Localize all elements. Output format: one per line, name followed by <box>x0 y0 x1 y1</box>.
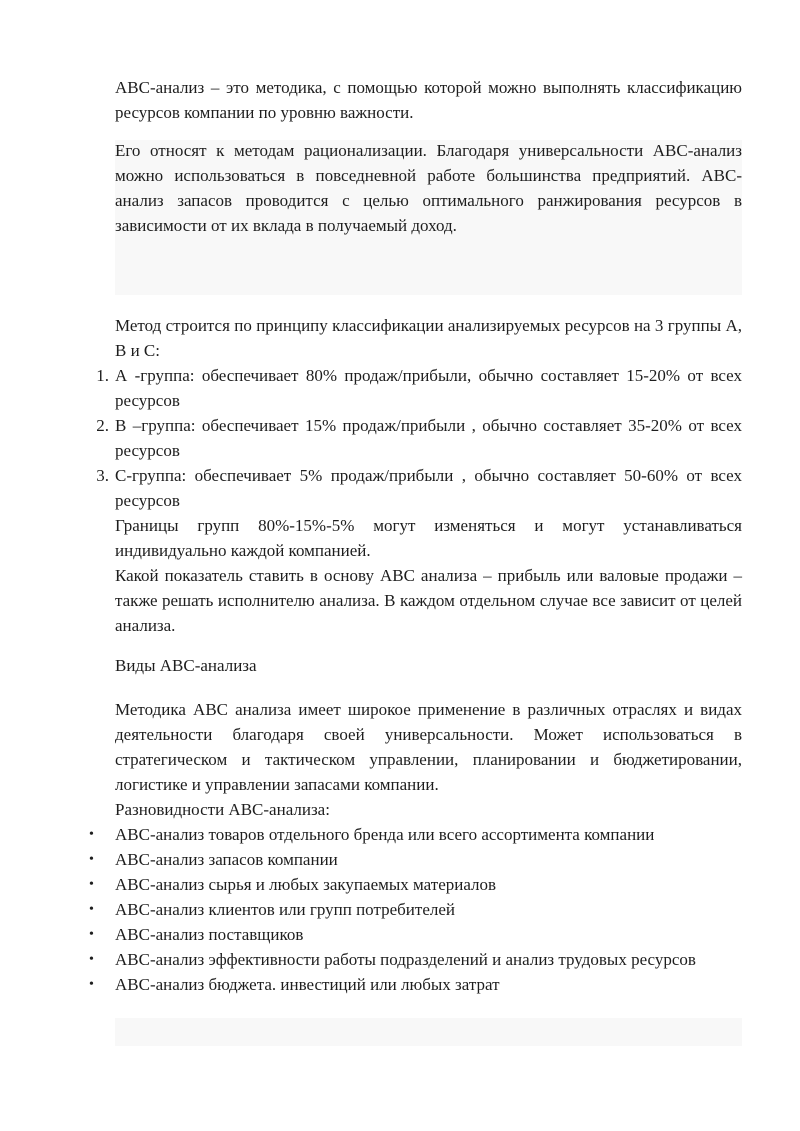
list-item-text: ABC-анализ запасов компании <box>115 850 338 869</box>
bounds-paragraph: Границы групп 80%-15%-5% могут изменяться и могут устанавливаться индивидуально каждой компанией. <box>115 516 742 560</box>
second-block <box>115 138 742 238</box>
list-item <box>89 872 742 897</box>
types-list-intro: Разновидности ABC-анализа: <box>115 800 330 819</box>
intro-block <box>115 75 742 125</box>
list-marker: 2. <box>96 416 109 435</box>
list-item-text: В –группа: обеспечивает 15% продаж/прибыли , обычно составляет 35-20% от всех ресурсов <box>115 416 742 460</box>
bullet-icon: • <box>89 827 94 842</box>
bullet-icon: • <box>89 952 94 967</box>
list-item <box>96 463 742 513</box>
shaded-band-bottom <box>115 1018 742 1046</box>
list-item-text: ABC-анализ бюджета. инвестиций или любых затрат <box>115 975 500 994</box>
indicator-paragraph: Какой показатель ставить в основу ABC анализа – прибыль или валовые продажи – также решать исполнителю анализа. В каждом отдельном случае все зависит от целей анализа. <box>115 566 742 635</box>
list-item-text: С-группа: обеспечивает 5% продаж/прибыли , обычно составляет 50-60% от всех ресурсов <box>115 466 742 510</box>
intro-paragraph: ABC-анализ – это методика, с помощью которой можно выполнять классификацию ресурсов компании по уровню важности. <box>115 78 742 122</box>
list-item-text: ABC-анализ клиентов или групп потребителей <box>115 900 455 919</box>
types-block <box>89 697 742 997</box>
section-heading: Виды ABC-анализа <box>115 656 257 675</box>
list-item <box>96 413 742 463</box>
list-item-text: ABC-анализ эффективности работы подразделений и анализ трудовых ресурсов <box>115 950 696 969</box>
method-block <box>96 313 742 638</box>
list-item <box>89 922 742 947</box>
list-item-text: ABC-анализ товаров отдельного бренда или всего ассортимента компании <box>115 825 655 844</box>
bullet-icon: • <box>89 877 94 892</box>
list-item <box>89 847 742 872</box>
list-marker: 3. <box>96 466 109 485</box>
bullet-icon: • <box>89 852 94 867</box>
list-item <box>89 822 742 847</box>
list-item <box>96 363 742 413</box>
bullet-icon: • <box>89 902 94 917</box>
list-item <box>89 897 742 922</box>
types-heading-block <box>115 653 742 678</box>
bullet-icon: • <box>89 927 94 942</box>
types-paragraph: Методика ABC анализа имеет широкое применение в различных отраслях и видах деятельности благодаря своей универсальности. Может использоваться в стратегическом и тактическом управлении, планировании и бюджетировании, логистике и управлении запасами компании. <box>115 700 742 794</box>
bullet-icon: • <box>89 977 94 992</box>
list-marker: 1. <box>96 366 109 385</box>
list-item-text: ABC-анализ поставщиков <box>115 925 304 944</box>
second-paragraph: Его относят к методам рационализации. Благодаря универсальности ABC-анализ можно использоваться в повседневной работе большинства предприятий. ABC-анализ запасов проводится с целью оптимального ранжирования ресурсов в зависимости от их вклада в получаемый доход. <box>115 141 742 235</box>
method-paragraph: Метод строится по принципу классификации анализируемых ресурсов на 3 группы А, В и С: <box>115 316 742 360</box>
list-item-text: А -группа: обеспечивает 80% продаж/прибыли, обычно составляет 15-20% от всех ресурсов <box>115 366 742 410</box>
list-item <box>89 972 742 997</box>
types-list <box>89 822 742 997</box>
list-item-text: ABC-анализ сырья и любых закупаемых материалов <box>115 875 497 894</box>
list-item <box>89 947 742 972</box>
groups-list <box>96 363 742 513</box>
